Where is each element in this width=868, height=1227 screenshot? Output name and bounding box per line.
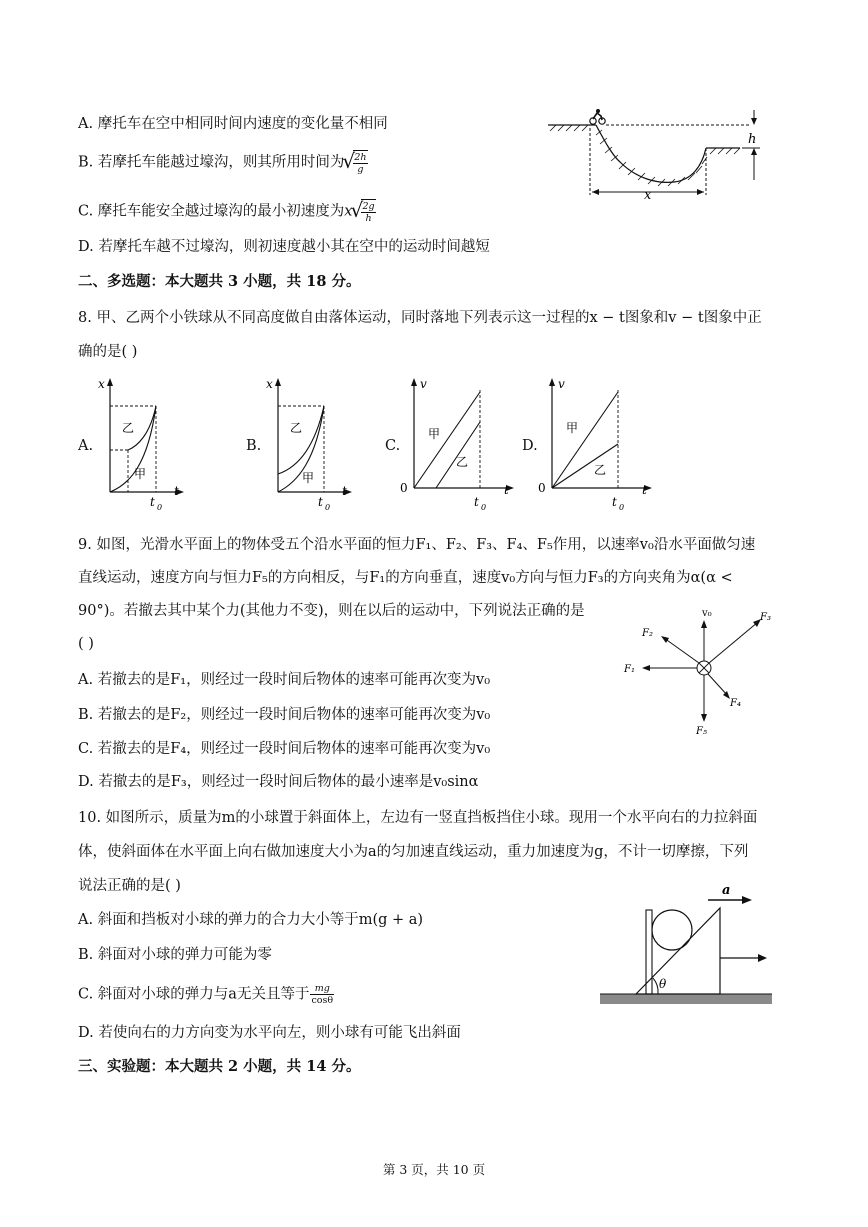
incline-a-label: a: [722, 883, 731, 898]
section-3-heading: 三、实验题：本大题共 2 小题，共 14 分。: [78, 1058, 361, 1075]
q9-option-a: A. 若撤去的是F₁，则经过一段时间后物体的速率可能再次变为v₀: [78, 672, 491, 688]
q10-option-c: [78, 983, 335, 1006]
q10-c-num: mg: [310, 983, 334, 995]
q7-option-d: D. 若摩托车越不过壕沟，则初速度越小其在空中的运动时间越短: [78, 239, 490, 255]
graph-d-t0-label: t: [612, 495, 617, 509]
ditch-figure: [544, 100, 774, 212]
graph-d-t-label: t: [642, 483, 647, 497]
q10-stem-line1: 10. 如图所示，质量为m的小球置于斜面体上，左边有一竖直挡板挡住小球。现用一个水平向右的力拉斜面: [78, 810, 758, 826]
q9-stem-line1: 9. 如图，光滑水平面上的物体受五个沿水平面的恒力F₁、F₂、F₃、F₄、F₅作用，以速率v₀沿水平面做匀速: [78, 537, 756, 553]
graph-c-t0-sub: 0: [481, 503, 487, 512]
graph-a-t0-label: t: [150, 495, 155, 509]
q10-option-a: A. 斜面和挡板对小球的弹力的合力大小等于m(g + a): [78, 912, 424, 928]
q8-graph-c: [398, 374, 518, 514]
q10-option-b: B. 斜面对小球的弹力可能为零: [78, 947, 272, 963]
q9-option-d: D. 若撤去的是F₃，则经过一段时间后物体的最小速率是v₀sinα: [78, 774, 479, 790]
q7-option-c-sqrt: [352, 199, 376, 224]
q8-graph-b: [262, 374, 352, 514]
q10-option-c-text: C. 斜面对小球的弹力与a无关且等于: [78, 986, 310, 1003]
graph-c-t0-label: t: [474, 495, 479, 509]
graph-a-t-label: t: [174, 484, 179, 498]
motorcycle-icon: [590, 109, 605, 124]
graph-a-jia-label: 甲: [134, 467, 147, 481]
incline-figure: [596, 880, 776, 1012]
q7-option-c: [78, 199, 377, 224]
q9-stem-line4: ( ): [78, 636, 94, 652]
q9-stem-line3: 90°)。若撤去其中某个力(其他力不变)，则在以后的运动中，下列说法正确的是: [78, 603, 585, 619]
graph-c-t-label: t: [504, 483, 509, 497]
q7-c-num: √ 2g: [362, 201, 375, 212]
graph-c-v-label: v: [420, 377, 427, 391]
graph-b-t0-label: t: [318, 495, 323, 509]
graph-b-yi-label: 乙: [290, 421, 303, 435]
graph-d-origin-label: 0: [538, 481, 546, 495]
graph-d-t0-sub: 0: [619, 503, 625, 512]
graph-a-yi-label: 乙: [122, 421, 135, 435]
graph-b-x-label: x: [266, 377, 273, 391]
q10-option-d: D. 若使向右的力方向变为水平向左，则小球有可能飞出斜面: [78, 1025, 461, 1041]
q8-graph-a: [94, 374, 184, 514]
q10-stem-line2: 体，使斜面体在水平面上向右做加速度大小为a的匀加速直线运动，重力加速度为g，不计一切摩擦，下列: [78, 844, 749, 860]
graph-d-jia-label: 甲: [566, 421, 579, 435]
q8-option-b: B.: [246, 438, 262, 454]
graph-d-yi-label: 乙: [594, 463, 607, 477]
q8-option-d: D.: [522, 438, 538, 454]
q7-option-b: [78, 150, 369, 175]
q8-graph-d: [536, 374, 656, 514]
ditch-h-label: h: [748, 132, 757, 147]
q7-b-num: √ 2h: [354, 152, 367, 163]
q10-c-den: cosθ: [311, 995, 334, 1006]
graph-d-v-label: v: [558, 377, 565, 391]
graph-c-origin-label: 0: [400, 481, 408, 495]
q9-option-b: B. 若撤去的是F₂，则经过一段时间后物体的速率可能再次变为v₀: [78, 707, 491, 723]
force-f1-label: F₁: [624, 664, 635, 675]
q7-b-den: g: [357, 164, 364, 175]
q10-stem-line3: 说法正确的是( ): [78, 878, 181, 894]
q9-stem-line2: 直线运动，速度方向与恒力F₅的方向相反，与F₁的方向垂直，速度v₀方向与恒力F₃的方向夹角为α(α <: [78, 570, 733, 586]
page-footer: 第 3 页，共 10 页: [382, 1162, 486, 1177]
graph-a-t0-sub: 0: [157, 503, 163, 512]
q8-option-a: A.: [78, 438, 94, 454]
incline-theta-label: θ: [659, 977, 667, 991]
q7-option-b-text: B. 若摩托车能越过壕沟，则其所用时间为: [78, 154, 345, 171]
q9-option-c: C. 若撤去的是F₄，则经过一段时间后物体的速率可能再次变为v₀: [78, 741, 491, 757]
q8-stem-line1: 8. 甲、乙两个小铁球从不同高度做自由落体运动，同时落地下列表示这一过程的x − t图象和v − t图象中正: [78, 310, 762, 326]
force-f2-label: F₂: [642, 628, 653, 639]
q7-c-den: h: [365, 213, 372, 224]
force-diagram: [620, 600, 780, 750]
q7-c-var: x: [344, 203, 353, 220]
ditch-x-label: x: [644, 188, 652, 203]
graph-c-yi-label: 乙: [456, 455, 469, 469]
graph-c-jia-label: 甲: [428, 427, 441, 441]
q7-option-b-sqrt: [344, 150, 368, 175]
graph-b-jia-label: 甲: [302, 471, 315, 485]
force-f5-label: F₅: [696, 726, 707, 737]
q8-option-c: C.: [385, 438, 401, 454]
graph-b-t-label: t: [342, 484, 347, 498]
q7-option-c-text: C. 摩托车能安全越过壕沟的最小初速度为: [78, 203, 345, 220]
force-f3-label: F₃: [760, 612, 771, 623]
graph-a-x-label: x: [98, 377, 105, 391]
section-2-heading: 二、多选题：本大题共 3 小题，共 18 分。: [78, 273, 361, 290]
q7-option-a: A. 摩托车在空中相同时间内速度的变化量不相同: [78, 116, 388, 132]
graph-b-t0-sub: 0: [325, 503, 331, 512]
force-v0-label: v₀: [702, 608, 712, 619]
force-f4-label: F₄: [730, 698, 741, 709]
q8-stem-line2: 确的是( ): [78, 344, 138, 360]
